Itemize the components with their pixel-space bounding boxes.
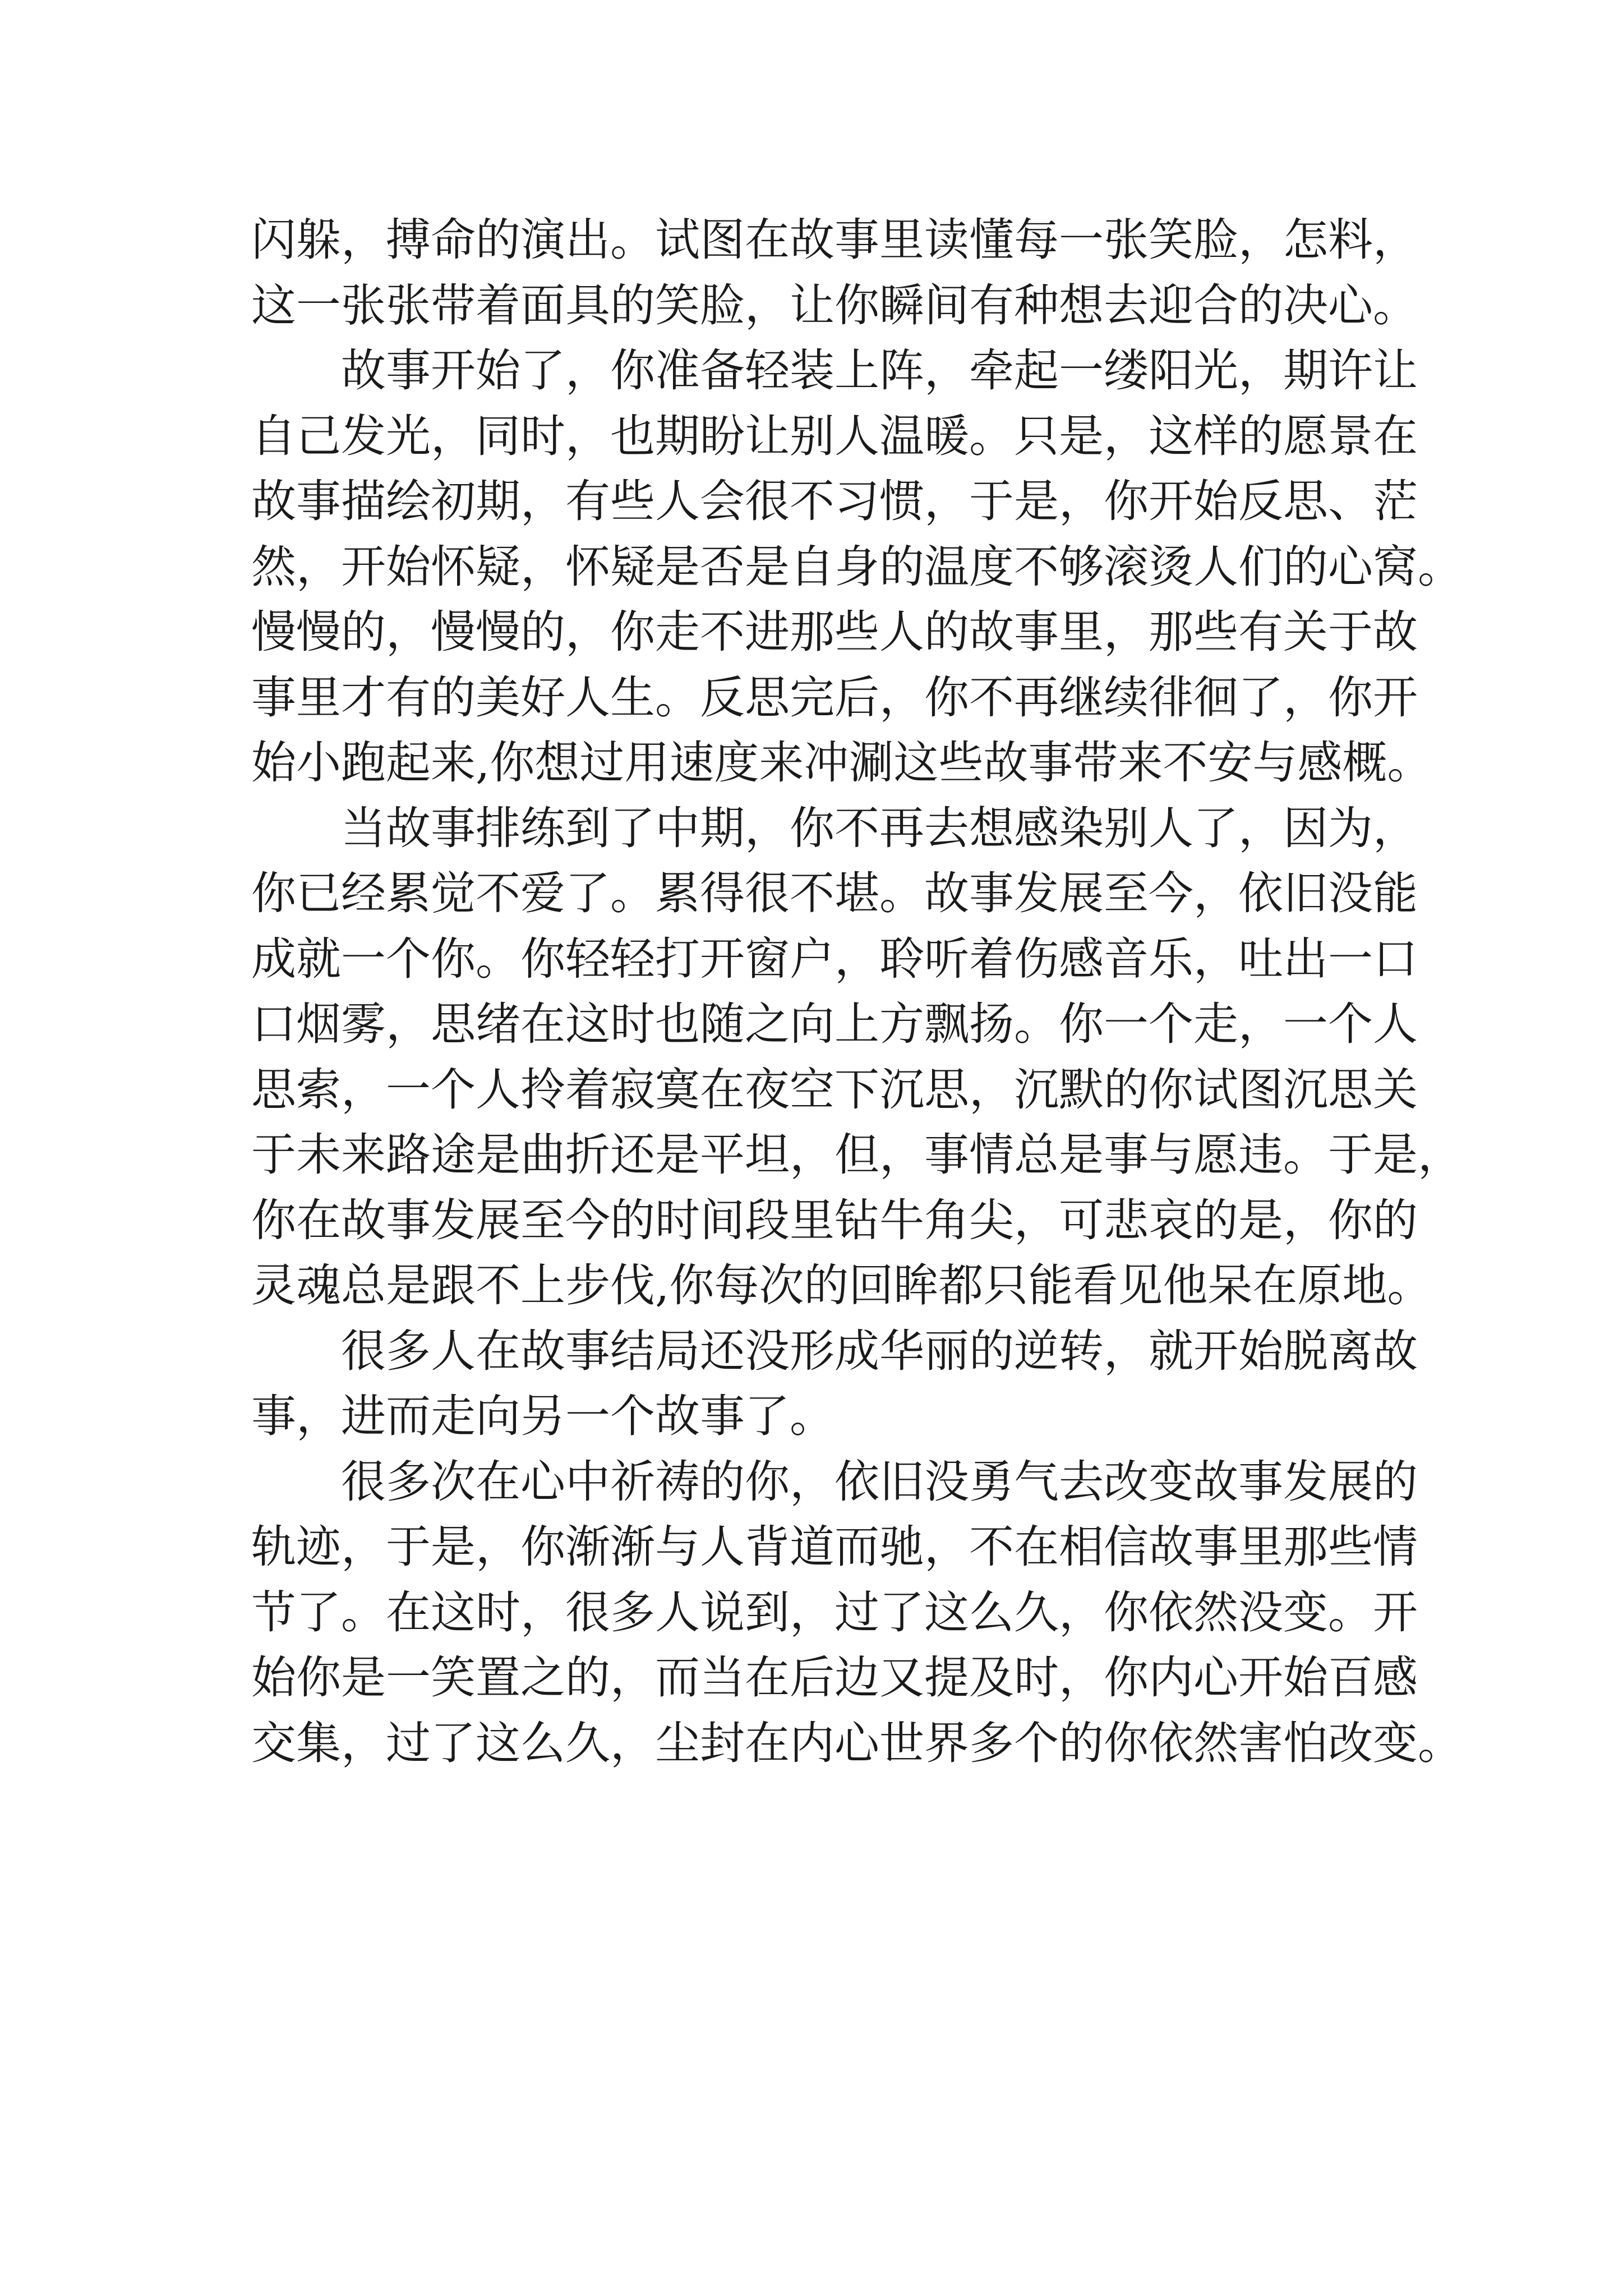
text-line: 你在故事发展至今的时间段里钻牛角尖，可悲哀的是，你的 [251, 1194, 1418, 1246]
document-body [251, 208, 1463, 1776]
text-line: 交集，过了这么久，尘封在内心世界多个的你依然害怕改变。 [251, 1717, 1463, 1769]
text-line: 轨迹，于是，你渐渐与人背道而驰，不在相信故事里那些情 [251, 1521, 1418, 1573]
text-line: 慢慢的，慢慢的，你走不进那些人的故事里，那些有关于故 [251, 606, 1418, 658]
text-line: 你已经累觉不爱了。累得很不堪。故事发展至今，依旧没能 [251, 867, 1418, 919]
text-line: 节了。在这时，很多人说到，过了这么久，你依然没变。开 [251, 1586, 1418, 1639]
text-line: 故事描绘初期，有些人会很不习惯，于是，你开始反思、茫 [251, 475, 1418, 527]
paragraph-start-line: 很多次在心中祈祷的你，依旧没勇气去改变故事发展的 [341, 1455, 1418, 1508]
text-line: 灵魂总是跟不上步伐,你每次的回眸都只能看见他呆在原地。 [251, 1259, 1432, 1312]
text-line: 思索，一个人拎着寂寞在夜空下沉思，沉默的你试图沉思关 [251, 1063, 1418, 1116]
text-line: 事里才有的美好人生。反思完后，你不再继续徘徊了，你开 [251, 671, 1418, 724]
paragraph-start-line: 当故事排练到了中期，你不再去想感染别人了，因为， [341, 802, 1418, 854]
text-line: 成就一个你。你轻轻打开窗户，聆听着伤感音乐，吐出一口 [251, 932, 1418, 985]
paragraph-start-line: 故事开始了，你准备轻装上阵，牵起一缕阳光，期许让 [341, 344, 1418, 397]
text-line: 这一张张带着面具的笑脸，让你瞬间有种想去迎合的决心。 [251, 279, 1418, 332]
text-line: 于未来路途是曲折还是平坦，但，事情总是事与愿违。于是， [251, 1129, 1463, 1181]
text-line: 始小跑起来,你想过用速度来冲涮这些故事带来不安与感概。 [251, 737, 1432, 789]
text-line: 然，开始怀疑，怀疑是否是自身的温度不够滚烫人们的心窝。 [251, 540, 1463, 593]
text-line: 闪躲，搏命的演出。试图在故事里读懂每一张笑脸，怎料， [251, 214, 1418, 266]
text-line: 自己发光，同时，也期盼让别人温暖。只是，这样的愿景在 [251, 409, 1418, 462]
text-line: 口烟雾，思绪在这时也随之向上方飘扬。你一个走，一个人 [251, 998, 1418, 1050]
text-line: 始你是一笑置之的，而当在后边又提及时，你内心开始百感 [251, 1651, 1418, 1704]
paragraph-start-line: 很多人在故事结局还没形成华丽的逆转，就开始脱离故 [341, 1324, 1418, 1377]
paragraph-end-line: 事，进而走向另一个故事了。 [251, 1390, 834, 1442]
